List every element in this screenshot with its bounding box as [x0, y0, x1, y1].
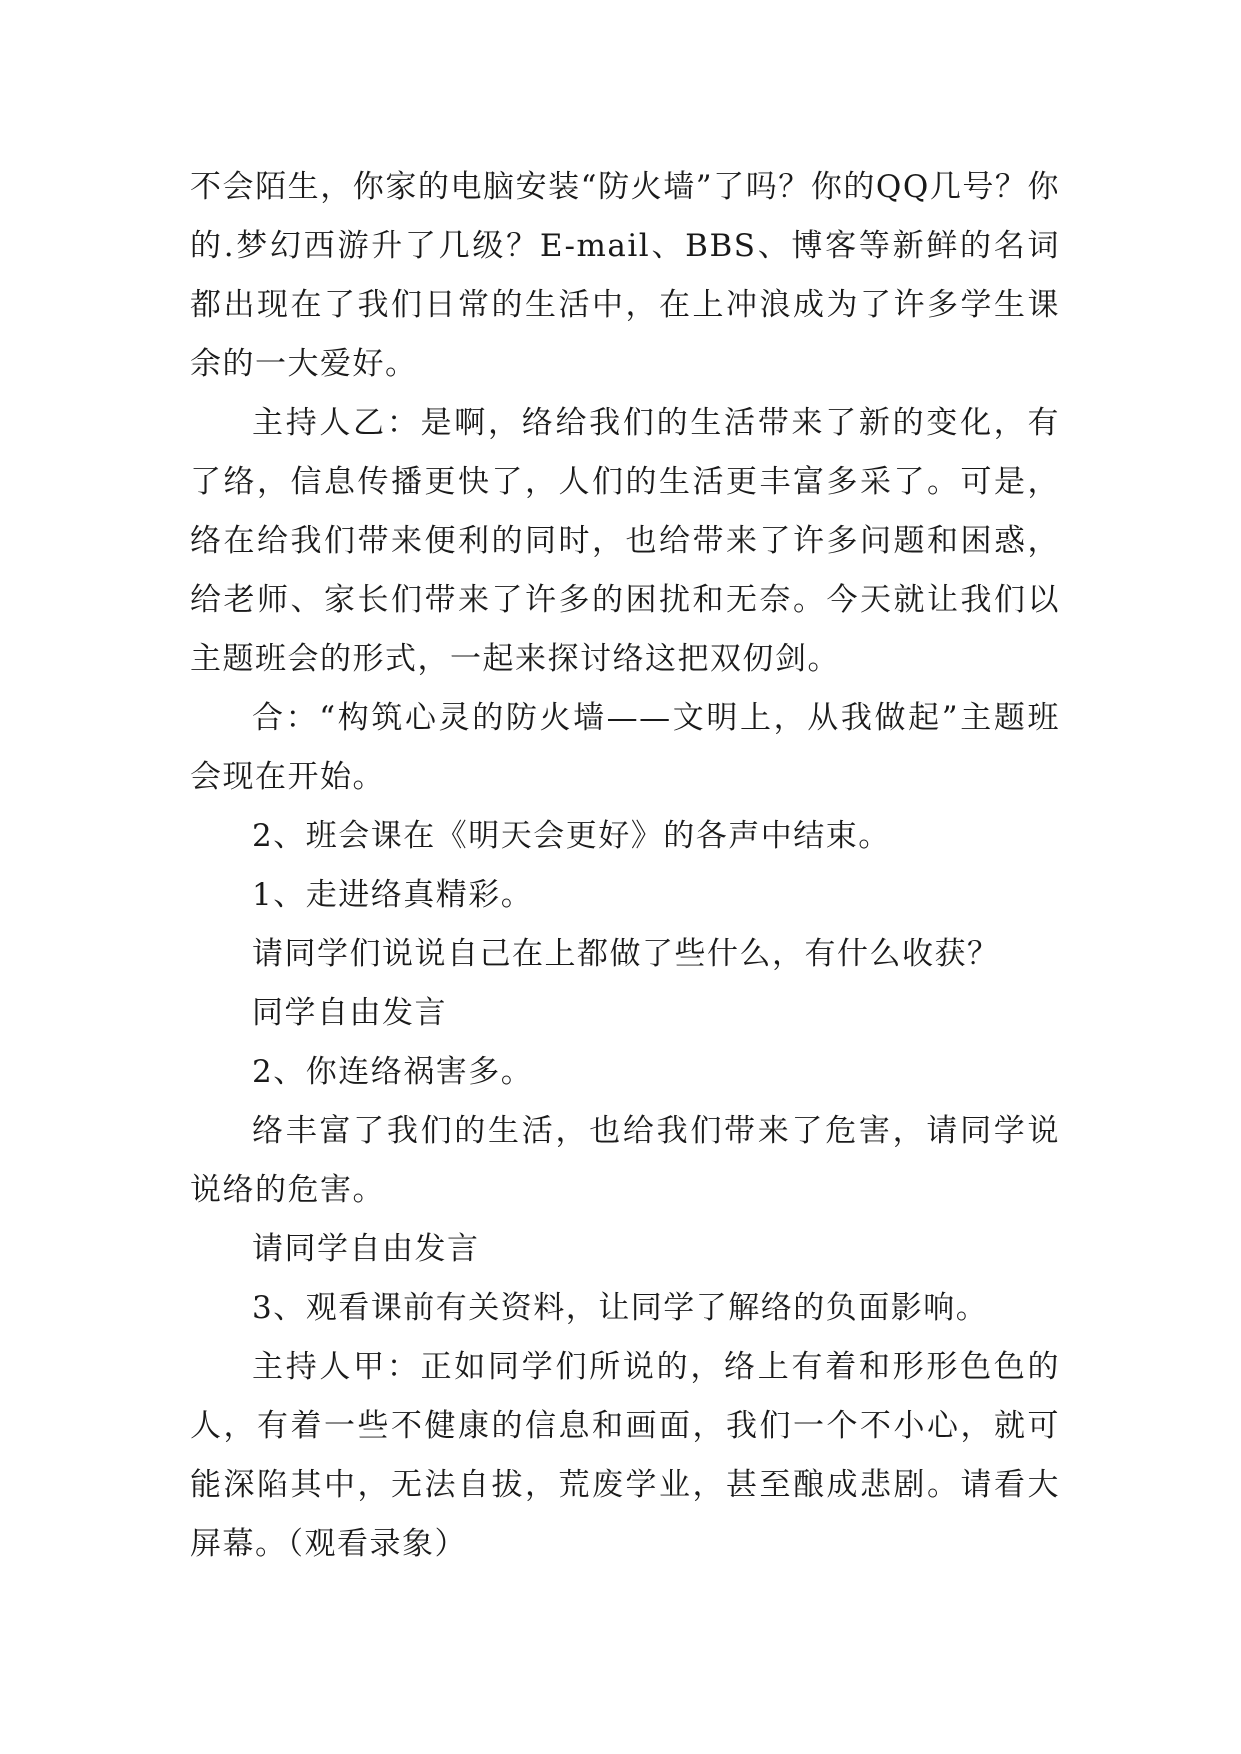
paragraph-6: 请同学们说说自己在上都做了些什么，有什么收获？	[252, 936, 1000, 972]
paragraph-1: 不会陌生，你家的电脑安装“防火墙”了吗？你的QQ几号？你的.梦幻西游升了几级？E-mail、BBS、博客等新鲜的名词都出现在了我们日常的生活中，在上冲浪成为了许多学生课余的一大爱好。	[190, 169, 1060, 382]
paragraph-5: 1、走进络真精彩。	[252, 877, 534, 913]
paragraph-3: 合：“构筑心灵的防火墙——文明上，从我做起”主题班会现在开始。	[190, 700, 1060, 795]
paragraph-11: 3、观看课前有关资料，让同学了解络的负面影响。	[252, 1290, 989, 1326]
document-body	[190, 158, 1060, 1574]
paragraph-7: 同学自由发言	[252, 995, 447, 1031]
paragraph-8: 2、你连络祸害多。	[252, 1054, 534, 1090]
paragraph-9: 络丰富了我们的生活，也给我们带来了危害，请同学说说络的危害。	[190, 1113, 1060, 1208]
paragraph-10: 请同学自由发言	[252, 1231, 480, 1267]
paragraph-2: 主持人乙：是啊，络给我们的生活带来了新的变化，有了络，信息传播更快了，人们的生活更丰富多采了。可是，络在给我们带来便利的同时，也给带来了许多问题和困惑，给老师、家长们带来了许多的困扰和无奈。今天就让我们以主题班会的形式，一起来探讨络这把双仞剑。	[190, 405, 1060, 677]
paragraph-12: 主持人甲：正如同学们所说的，络上有着和形形色色的人，有着一些不健康的信息和画面，我们一个不小心，就可能深陷其中，无法自拔，荒废学业，甚至酿成悲剧。请看大屏幕。（观看录象）	[190, 1349, 1060, 1562]
paragraph-4: 2、班会课在《明天会更好》的各声中结束。	[252, 818, 891, 854]
